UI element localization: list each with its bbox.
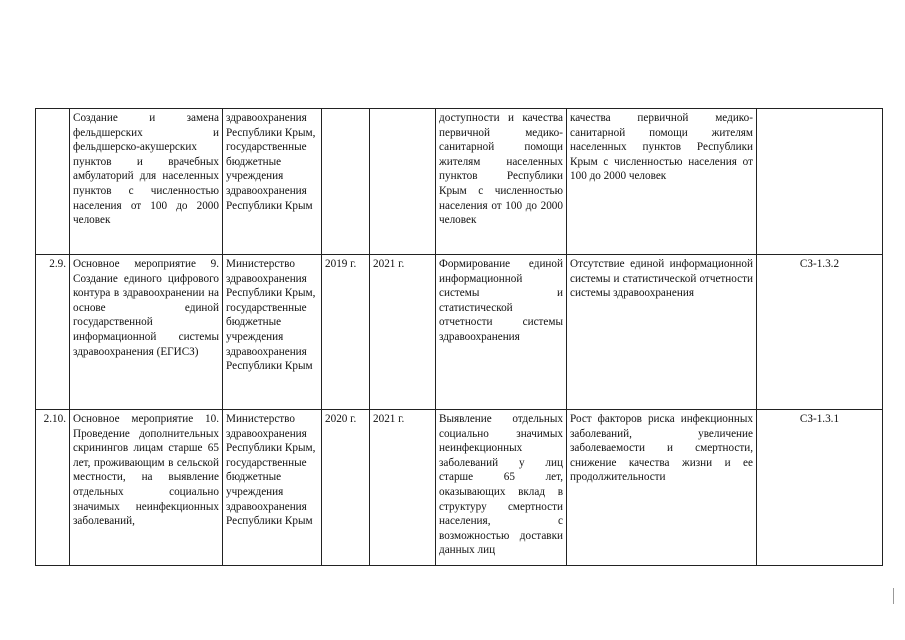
expected-result: доступности и качества первичной медико-санитарной помощи жителям населенных пунктов Республики Крым с численностью населения от 100 до 2000 человек [436,109,567,255]
executor: Министерство здравоохранения Республики Крым, государственные бюджетные учреждения здравоохранения Республики Крым [223,255,322,410]
row-number [36,109,70,255]
table-row [36,255,883,410]
start-year: 2020 г. [322,410,370,566]
executor: Министерство здравоохранения Республики Крым, государственные бюджетные учреждения здравоохранения Республики Крым [223,410,322,566]
table-row [36,109,883,255]
measure-name: Создание и замена фельдшерских и фельдшерско-акушерских пунктов и врачебных амбулаторий для населенных пунктов с численностью населения от 100 до 2000 человек [70,109,223,255]
measure-name: Основное мероприятие 9. Создание единого цифрового контура в здравоохранении на основе единой государственной информационной системы здравоохранения (ЕГИСЗ) [70,255,223,410]
indicator-link [757,109,883,255]
indicator-link: СЗ-1.3.1 [757,410,883,566]
start-year [322,109,370,255]
expected-result: Формирование единой информационной системы и статистической отчетности системы здравоохранения [436,255,567,410]
indicator-link: СЗ-1.3.2 [757,255,883,410]
scan-edge-mark [893,588,894,604]
executor: здравоохранения Республики Крым, государственные бюджетные учреждения здравоохранения Республики Крым [223,109,322,255]
start-year: 2019 г. [322,255,370,410]
expected-result: Выявление отдельных социально значимых неинфекционных заболеваний у лиц старше 65 лет, оказывающих вклад в структуру смертности населения, с возможностью доставки данных лиц [436,410,567,566]
non-implementation-consequences: качества первичной медико-санитарной помощи жителям населенных пунктов Республики Крым с численностью населения от 100 до 2000 человек [567,109,757,255]
table-row [36,410,883,566]
non-implementation-consequences: Рост факторов риска инфекционных заболеваний, увеличение заболеваемости и смертности, снижение качества жизни и ее продолжительности [567,410,757,566]
row-number: 2.9. [36,255,70,410]
end-year: 2021 г. [370,410,436,566]
end-year: 2021 г. [370,255,436,410]
measure-name: Основное мероприятие 10. Проведение дополнительных скринингов лицам старше 65 лет, проживающим в сельской местности, на выявление отдельных социально значимых неинфекционных заболеваний, [70,410,223,566]
end-year [370,109,436,255]
non-implementation-consequences: Отсутствие единой информационной системы и статистической отчетности системы здравоохранения [567,255,757,410]
row-number: 2.10. [36,410,70,566]
measures-table [35,108,883,566]
